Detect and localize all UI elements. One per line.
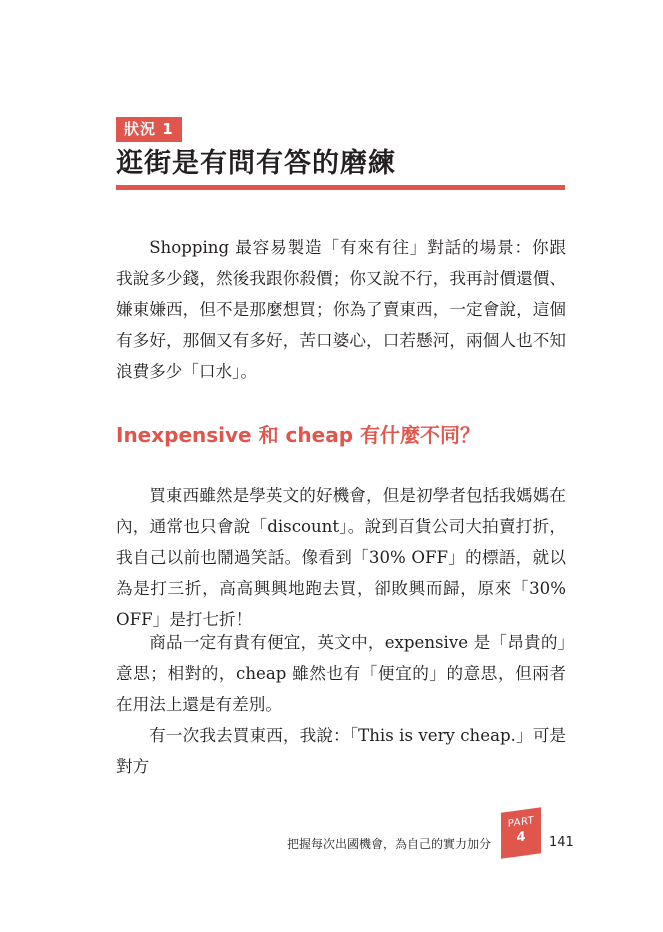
body-paragraph-4: 有一次我去買東西，我說：「This is very cheap.」可是對方 xyxy=(116,726,566,776)
section-title: 逛街是有問有答的磨練 xyxy=(116,148,396,179)
part-badge xyxy=(501,807,541,859)
subheading: Inexpensive 和 cheap 有什麼不同？ xyxy=(116,423,480,447)
title-underline xyxy=(116,185,565,190)
body-paragraph-2: 買東西雖然是學英文的好機會，但是初學者包括我媽媽在內，通常也只會說「discount」。說到百貨公司大拍賣打折，我自己以前也鬧過笑話。像看到「30% OFF」的標語，就以為是打三折，高高興興地跑去買，卻敗興而歸，原來「30% OFF」是打七折！ xyxy=(116,486,566,629)
part-label: PART xyxy=(507,815,535,830)
page-number: 141 xyxy=(549,835,574,850)
body-paragraph-3: 商品一定有貴有便宜，英文中，expensive 是「昂貴的」意思；相對的，cheap 雖然也有「便宜的」的意思，但兩者在用法上還是有差別。 xyxy=(116,633,566,714)
running-footer-title: 把握每次出國機會，為自己的實力加分 xyxy=(287,837,492,851)
section-tag: 狀況 1 xyxy=(116,117,182,142)
body-paragraph-1: Shopping 最容易製造「有來有往」對話的場景：你跟我說多少錢，然後我跟你殺價；你又說不行，我再討價還價、嫌東嫌西，但不是那麼想買；你為了賣東西，一定會說，這個有多好，那個又有多好，苦口婆心，口若懸河，兩個人也不知浪費多少「口水」。 xyxy=(116,238,566,381)
part-number: 4 xyxy=(516,829,526,846)
